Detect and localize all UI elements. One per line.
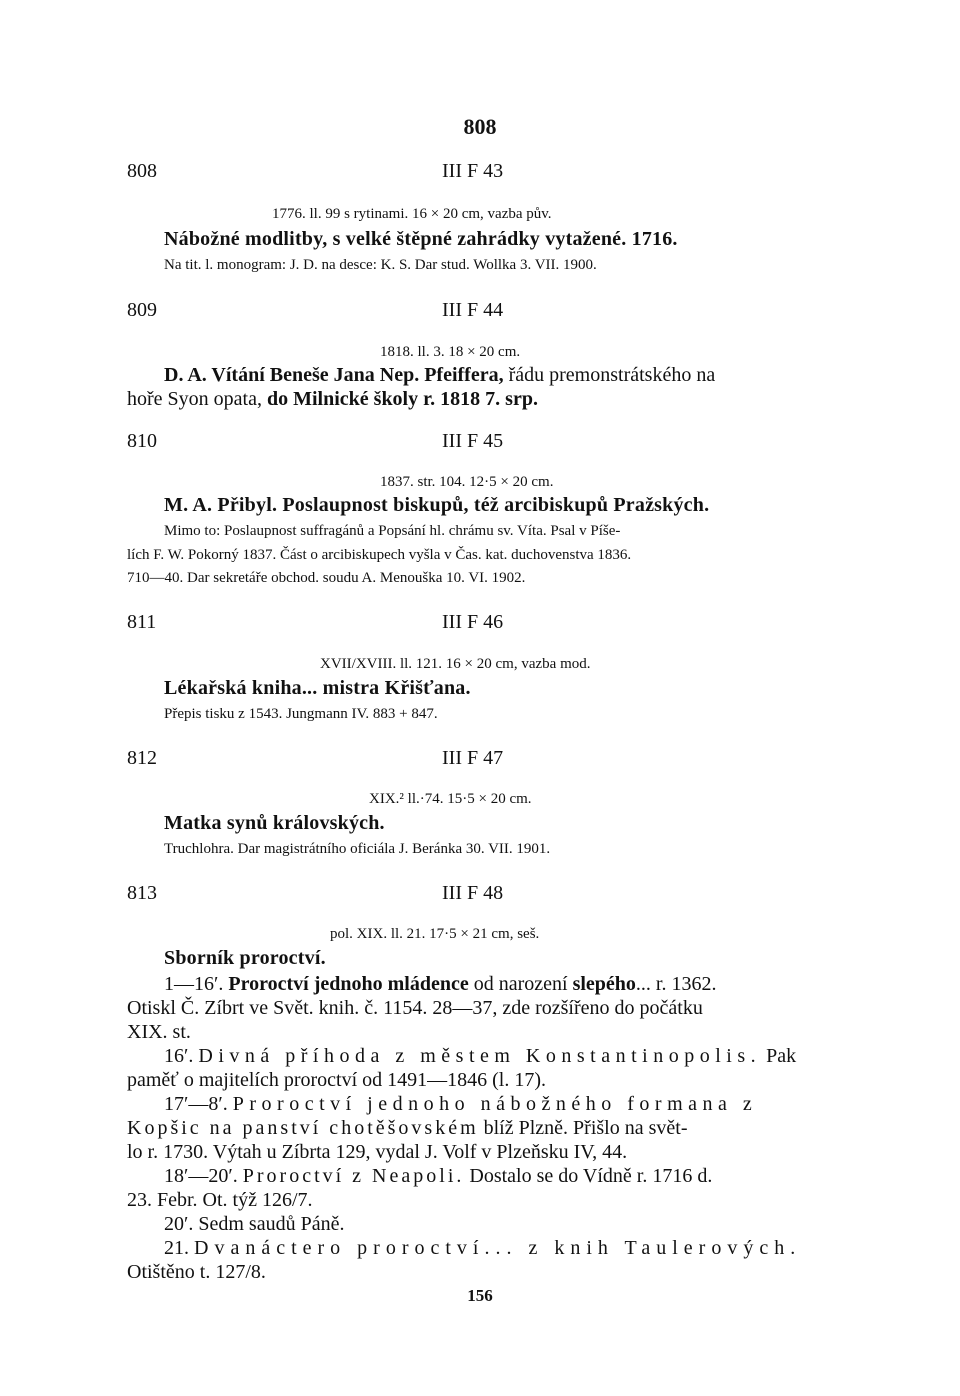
entry-title-continuation	[127, 388, 538, 411]
text-run: od narození	[468, 973, 573, 995]
entry-number: 813	[127, 882, 157, 904]
entry-note-line: Mimo to: Poslaupnost suffragánů a Popsání hl. chrámu sv. Víta. Psal v Píše-	[164, 523, 621, 539]
entry-number: 810	[127, 430, 157, 452]
entry-number: 808	[127, 160, 157, 182]
text-run: 16′.	[164, 1045, 199, 1067]
entry-number: 811	[127, 611, 157, 633]
entry-note-line: lích F. W. Pokorný 1837. Část o arcibiskupech vyšla v Čas. kat. duchovenstva 1836.	[127, 547, 632, 563]
text-run-spaced: Dvanáctero proroctví... z knih Taulerových.	[194, 1237, 802, 1259]
page-footer: 156	[467, 1286, 493, 1305]
entry-meta: XVII/XVIII. ll. 121. 16 × 20 cm, vazba mod.	[320, 656, 591, 672]
text-run-spaced: Kopšic na panství chotěšovském	[127, 1117, 479, 1139]
title-bold-part: do Milnické školy r. 1818 7. srp.	[266, 388, 538, 410]
entry-title: Sborník proroctví.	[164, 947, 326, 969]
entry-signature: III F 47	[442, 747, 504, 769]
entry-signature: III F 44	[442, 299, 504, 321]
entry-title: M. A. Přibyl. Poslaupnost biskupů, též arcibiskupů Pražských.	[164, 494, 710, 516]
body-line: Otištěno t. 127/8.	[127, 1261, 266, 1283]
body-line	[127, 1117, 687, 1140]
body-line	[164, 1165, 712, 1188]
title-bold-part: D. A. Vítání Beneše Jana Nep. Pfeiffera,	[164, 364, 504, 386]
entry-title	[164, 364, 715, 387]
text-run-spaced: Proroctví z Neapoli.	[242, 1165, 465, 1187]
entry-title: Matka synů královských.	[164, 812, 385, 834]
entry-meta: 1776. ll. 99 s rytinami. 16 × 20 cm, vazba pův.	[272, 206, 552, 222]
body-line	[164, 973, 716, 996]
page-header: 808	[463, 114, 497, 139]
entry-meta: 1837. str. 104. 12·5 × 20 cm.	[380, 474, 554, 490]
entry-signature: III F 45	[442, 430, 504, 452]
title-regular-part: řádu premonstrátského na	[503, 364, 716, 386]
text-run: 17′—8′.	[164, 1093, 233, 1115]
text-run-spaced: Proroctví jednoho nábožného formana z	[232, 1093, 758, 1115]
text-run: ... r. 1362.	[635, 973, 717, 995]
text-run-spaced: Divná příhoda z městem Konstantinopolis.	[198, 1045, 762, 1067]
entry-note-line: 710—40. Dar sekretáře obchod. soudu A. Menouška 10. VI. 1902.	[127, 570, 526, 586]
entry-signature: III F 48	[442, 882, 504, 904]
entry-signature: III F 46	[442, 611, 504, 633]
body-line: XIX. st.	[127, 1021, 191, 1043]
entry-meta: pol. XIX. ll. 21. 17·5 × 21 cm, seš.	[330, 926, 540, 942]
entry-number: 809	[127, 299, 157, 321]
entry-note: Truchlohra. Dar magistrátního oficiála J. Beránka 30. VII. 1901.	[164, 841, 551, 857]
text-run: 1—16′.	[164, 973, 229, 995]
entry-note: Přepis tisku z 1543. Jungmann IV. 883 + 847.	[164, 706, 438, 722]
text-run-bold: Proroctví jednoho mládence	[228, 973, 469, 995]
body-line: lo r. 1730. Výtah u Zíbrta 129, vydal J. Volf v Plzeňsku IV, 44.	[127, 1141, 628, 1163]
entry-meta: XIX.² ll.·74. 15·5 × 20 cm.	[369, 791, 532, 807]
text-run: Dostalo se do Vídně r. 1716 d.	[464, 1165, 713, 1187]
body-line: 20′. Sedm saudů Páně.	[164, 1213, 345, 1235]
text-run: 18′—20′.	[164, 1165, 243, 1187]
body-line: paměť o majitelích proroctví od 1491—1846 (l. 17).	[127, 1069, 547, 1091]
entry-title: Lékařská kniha... mistra Křišťana.	[164, 677, 471, 699]
entry-number: 812	[127, 747, 157, 769]
body-line: 23. Febr. Ot. týž 126/7.	[127, 1189, 313, 1211]
text-run: blíž Plzně. Přišlo na svět-	[478, 1117, 688, 1139]
entry-note: Na tit. l. monogram: J. D. na desce: K. S. Dar stud. Wollka 3. VII. 1900.	[164, 257, 597, 273]
entry-title: Nábožné modlitby, s velké štěpné zahrádky vytažené. 1716.	[164, 228, 678, 250]
entry-signature: III F 43	[442, 160, 504, 182]
text-run: 21.	[164, 1237, 194, 1259]
body-line: Otiskl Č. Zíbrt ve Svět. knih. č. 1154. 28—37, zde rozšířeno do počátku	[127, 997, 703, 1019]
title-regular-part: hoře Syon opata,	[127, 388, 267, 410]
body-line	[164, 1045, 796, 1068]
body-line	[164, 1237, 801, 1260]
body-line	[164, 1093, 757, 1116]
text-run: Pak	[761, 1045, 797, 1067]
text-run-bold: slepého	[572, 973, 636, 995]
entry-meta: 1818. ll. 3. 18 × 20 cm.	[380, 344, 521, 360]
